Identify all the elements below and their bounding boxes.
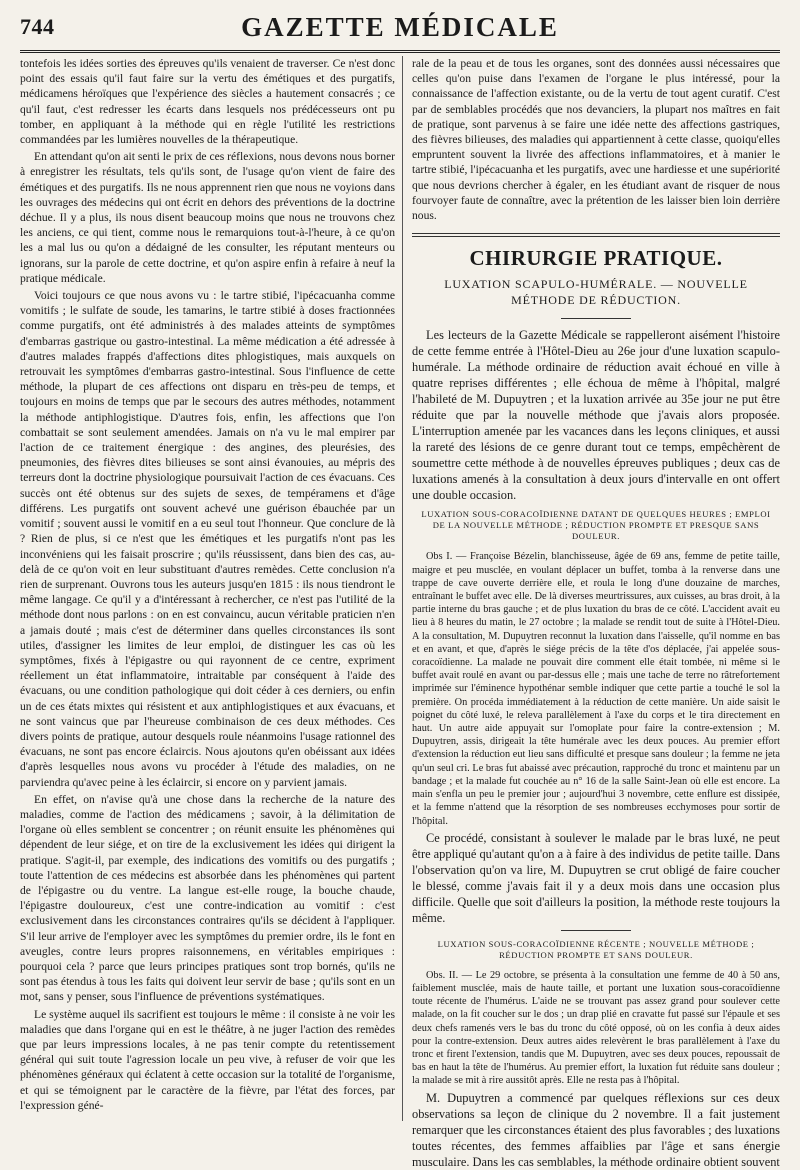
title-rule	[561, 318, 631, 319]
case-observation: Obs I. — Françoise Bézelin, blanchisseuse, âgée de 69 ans, femme de petite taille, maigre et peu musclée, en voulant déplacer un buffet, tomba à la renverse dans une trappe de cave ouverte derrière elle, et roula le long d'une douzaine de marches, entraînant le buffet avec elle. De là diverses meurtrissures, aux cuisses, au bras droit, à la partie interne du bras gauche ; et de plus luxation du bras de ce côté. L'accident avait eu lieu à 8 heures du matin, le 27 octobre ; la malade se rendit tout de suite à l'Hôtel-Dieu. A la consultation, M. Dupuytren reconnut la luxation dans l'aisselle, qu'il nomme en bas et en avant, et que, d'après le siége précis de la tête d'os déplacée, j'ai appelée sous-coracoïdienne. La malade ne pouvait dire comment elle était tombée, ni même si le buffet avait roulé en avant ou par-dessus elle ; mais une tache de terre no râtrefortement imprimée sur l'éminence hypothénar semble indiquer que cette partie a touché le sol la première. On procéda immédiatement à la réduction de cette manière. Un aide saisit le poignet du côté luxé, le releva parallèlement à l'axe du corps et le tira directement en haut. Un autre aide appuyait sur l'omoplate pour faire la contre-extension ; M. Dupuytren, assis, dirigeait la tête humérale avec les deux pouces. Au premier effort d'extension la réduction eut lieu sans difficulté et presque sans douleur ; la femme ne jeta qu'un seul cri. Le bras fut abaissé avec précaution, rapproché du tronc et maintenu par un bandage ; et la malade fut couchée au n° 16 de la salle Saint-Jean où elle est encore. La main s'enfla un peu le premier jour ; aujourd'hui 3 novembre, cette enflure est dissipée, et la femme n'attend que la résorption de ses nombreuses ecchymoses pour sortir de l'hôpital.	[412, 551, 780, 827]
case-rule	[561, 930, 631, 931]
body-paragraph: En attendant qu'on ait senti le prix de ces réflexions, nous devons nous borner à enregistrer les résultats, tels qu'ils sont, de l'usage qu'on vient de faire des émétiques et des purgatifs. Ils ne nous apprennent rien que nous ne voyions dans les ouvrages des médecins qui ont écrit en dehors des préventions de la doctrine déchue. Il y a plus, ils nous disent beaucoup moins que nous ne trouvons chez les anciens, ce qui tient, comme nous le remarquions tout-à-l'heure, à ce qu'on les a mal lus ou qu'on a dédaigné de les consulter, les réputant menteurs ou ignorans, sur la parole de cette doctrine, et qu'on aspire enfin à refaire à neuf la pratique médicale.	[20, 150, 395, 285]
body-paragraph: En effet, on n'avise qu'à une chose dans la recherche de la nature des maladies, comme de l'action des médicamens ; savoir, à la délimitation de l'organe où elles semblent se concentrer ; on réunit ensuite les phénomènes qui dépendent de leur siége, et on tire de la exclusivement les idées qui dirigent la pratique. S'agit-il, par exemple, des indications des vomitifs ou des purgatifs ; toute l'attention de ces médecins est absorbée dans les phénomènes qui partent de l'épigastre ou du ventre. La langue est-elle rouge, la bouche chaude, l'épigastre douloureux, c'est une contre-indication au vomitif : c'est exclusivement dans les circonstances contraires qu'ils se décident à l'appliquer. S'il leur arrive de l'employer avec les symptômes du premier ordre, ils le font en aveugles, contre leurs propres raisonnemens, en véritables empiriques : pourquoi cela ? parce que leurs principes pratiques sont trop bornés, qu'ils ne sont pas étendus à tous les faits qui doivent leur servir de base ; qu'ils sont en un mot, sans y penser, sous l'influence de préventions systématiques.	[20, 792, 395, 1004]
page-header	[20, 10, 780, 44]
body-paragraph: Le système auquel ils sacrifient est toujours le même : il consiste à ne voir les maladies que dans l'organe qui en est le théâtre, à ne juger l'action des remèdes que par leurs impressions locales, à ne pas tenir compte du retentissement général qui suit toute l'agression locale un peu vive, à refuser de voir que les phénomènes généraux qui éclatent à cette occasion sur la totalité de l'organisme, et qui se témoignent par le caractère de la fièvre, par l'état des forces, par l'expression géné-	[20, 1007, 395, 1112]
column-divider	[402, 56, 403, 1121]
section-divider	[412, 233, 780, 237]
final-paragraph: M. Dupuytren a commencé par quelques réflexions sur ces deux observations sa leçon de clinique du 2 novembre. Il a fait justement remarquer que les circonstances étaient des plus favorables ; des luxations toutes récentes, des femmes affaiblies par l'âge et sans énergie musculaire. Dans les cas semblables, la méthode ordinaire obtient souvent	[412, 1090, 780, 1169]
body-paragraph: Voici toujours ce que nous avons vu : le tartre stibié, l'ipécacuanha comme vomitifs ; le sulfate de soude, les tamarins, le tartre stibié à doses fractionnées comme purgatifs, ont été administrés à des malades atteints de symptômes d'embarras gastrique ou gastro-intestinal. La même médication a été adressée à d'autres malades frappés d'affections dites phlogistiques, mais auxquels on retrouvait les symptômes d'embarras gastro-intestinal. Sous l'influence de cette méthode, la plupart de ces affections ont disparu en très-peu de temps, et toujours en moins de temps que par le secours des autres méthodes, notamment la méthode antiphlogistique. D'autres fois, enfin, les affections que l'on combattait se sont seulement amendées. Jamais on n'a vu le mal empirer par l'action de ce traitement énergique : des angines, des pleurésies, des pneumonies, des fièvres dites bilieuses se sont ainsi évanouies, au mépris des terreurs dont la doctrine physiologique poursuivait l'action de ces évacuans. Ces succès ont été obtenus sur des sujets de sexes, de tempéramens et d'âge différens. Les purgatifs ont souvent achevé une guérison ébauchée par un vomitif ; souvent aussi le vomitif en a eu seul tout l'honneur. Que conclure de là ? Rien de plus, si ce n'est que les émétiques et les purgatifs n'ont pas les inconvéniens qui les faisait proscrire ; qu'ils réussissent, dans bien des cas, au-delà de ce qu'on voit en leur substituant d'autres remèdes. Cette conclusion n'a rien de surprenant. Ouvrons tous les auteurs jusqu'en 1815 : ils nous tiendront le même langage. Ce qu'il y a d'intéressant à rechercher, ce n'est pas l'utilité de la méthode dont nous parlons : on en est convaincu, aucun véritable praticien n'en a jamais douté ; mais c'est de déterminer dans quelles circonstances ils sont utiles, d'assigner les limites de leur emploi, de distinguer les cas où les symptômes, fixés à l'épigastre ou qui rayonnent de ce centre, expriment réellement un état inflammatoire, intraitable par conséquent à l'aide des évacuans, ou une condition pathologique qui doit céder à ces derniers, ou enfin un de ces états mixtes qui résistent et aux antiphlogistiques et aux évacuans, et ne sont vaincus que par l'heureuse combinaison de ces deux méthodes. Ces divers points de pratique, autour desquels roule néanmoins l'usage rationnel des évacuans, ne sont pas encore éclaircis. Nous ajoutons qu'en obéissant aux idées d'après lesquelles nous avons vu procéder à l'étude des maladies, on ne parviendra qu'avec peine à les éclaircir, si encore on y parvient jamais.	[20, 289, 395, 789]
article-intro: Les lecteurs de la Gazette Médicale se rappelleront aisément l'histoire de cette femme entrée à l'Hôtel-Dieu au 26e jour d'une luxation scapulo-humérale. La méthode ordinaire de réduction avait échoué en ville à quatre reprises différentes ; elle échoua de même à l'hôpital, malgré l'habileté de M. Dupuytren ; et la luxation arrivée au 35e jour ne put être réduite que par la nouvelle méthode que j'avais alors proposée. L'interruption amenée par les vacances dans les leçons cliniques, et aussi la rareté des lésions de ce genre durant tout ce temps, empêchèrent de soumettre cette méthode à de nouvelles épreuves publiques ; deux cas de luxations amenés à la consultation à deux jours d'intervalle en ont offert une double occasion.	[412, 328, 780, 503]
header-rule	[20, 50, 780, 53]
right-column	[412, 56, 780, 1169]
body-paragraph: rale de la peau et de tous les organes, sont des données aussi nécessaires que celles qu'on puise dans l'examen de l'organe le plus intéressé, pour la connaissance de l'affection existante, ou de la vertu de tout agent curatif. C'est par de semblables procédés que nos devanciers, la plupart nos maîtres en fait de pratique, sont parvenus à se faire une idée nette des affections gastriques, des fièvres bilieuses, des maladies qui appartiennent à cette classe, quoiqu'elles empruntent souvent la livrée des affections inflammatoires, et à manier le tartre stibié, l'ipécacuanha et les purgatifs, avec une hardiesse et une supériorité que nous devrions chercher à égaler, en les étudiant avant de risquer de nous fourvoyer faute de connaître, avec la prétention de les laisser bien loin derrière nous.	[412, 57, 780, 223]
body-paragraph: tontefois les idées sorties des épreuves qu'ils venaient de traverser. Ce n'est donc point des essais qu'il faut faire sur la vertu des émétiques et des purgatifs, médicamens héroïques que l'expérience des siècles a hautement consacrés ; ce qu'il faut, c'est redresser les écarts dans lesquels nos prédécesseurs ont pu tomber, en appliquant à la méthode qui en règle l'utilité les restrictions commandées par les lumières nouvelles de la thérapeutique.	[20, 57, 395, 147]
running-title: GAZETTE MÉDICALE	[241, 12, 559, 42]
case-heading: LUXATION SOUS-CORACOÏDIENNE DATANT DE QUELQUES HEURES ; EMPLOI DE LA NOUVELLE MÉTHODE ; RÉDUCTION PROMPTE ET PRESQUE SANS DOULEUR.	[421, 509, 771, 542]
comment-paragraph: Ce procédé, consistant à soulever le malade par le bras luxé, ne peut être appliqué qu'autant qu'on a à faire à des individus de petite taille. Dans l'observation qu'on va lire, M. Dupuytren se crut obligé de faire coucher le blessé, comme j'avais fait il y a deux mois dans une occasion plus difficile. Quelle que soit d'ailleurs la position, la méthode reste toujours la même.	[412, 830, 780, 925]
case-observation: Obs. II. — Le 29 octobre, se présenta à la consultation une femme de 40 à 50 ans, faiblement musclée, mais de haute taille, et portant une luxation sous-coracoïdienne toute récente de l'humérus. L'aide ne se trouvant pas assez grand pour soulever cette malade, on la fit coucher sur le dos ; un drap plié en cravatte fut passé sur l'épaule et ses deux chefs ramenés vers le bas du tronc du côté opposé, où on les confia à deux aides pour la contre-extension. Deux autres aides relevèrent le bras parallèlement à l'axe du tronc et firent l'extension, tandis que M. Dupuytren, avec ses deux pouces, repoussait de bas en haut la tête de l'humérus. Au premier effort, la luxation fut réduite sans douleur ; la malade se mit à rire aussitôt après. Elle ne resta pas à l'hôpital.	[412, 969, 780, 1087]
page-number: 744	[20, 14, 55, 39]
section-title: CHIRURGIE PRATIQUE.	[469, 246, 723, 271]
left-column	[20, 56, 395, 1121]
article-title: LUXATION SCAPULO-HUMÉRALE. — NOUVELLE MÉTHODE DE RÉDUCTION.	[444, 277, 748, 308]
case-heading: LUXATION SOUS-CORACOÏDIENNE RÉCENTE ; NOUVELLE MÉTHODE ; RÉDUCTION PROMPTE ET SANS DOULEUR.	[437, 938, 755, 960]
